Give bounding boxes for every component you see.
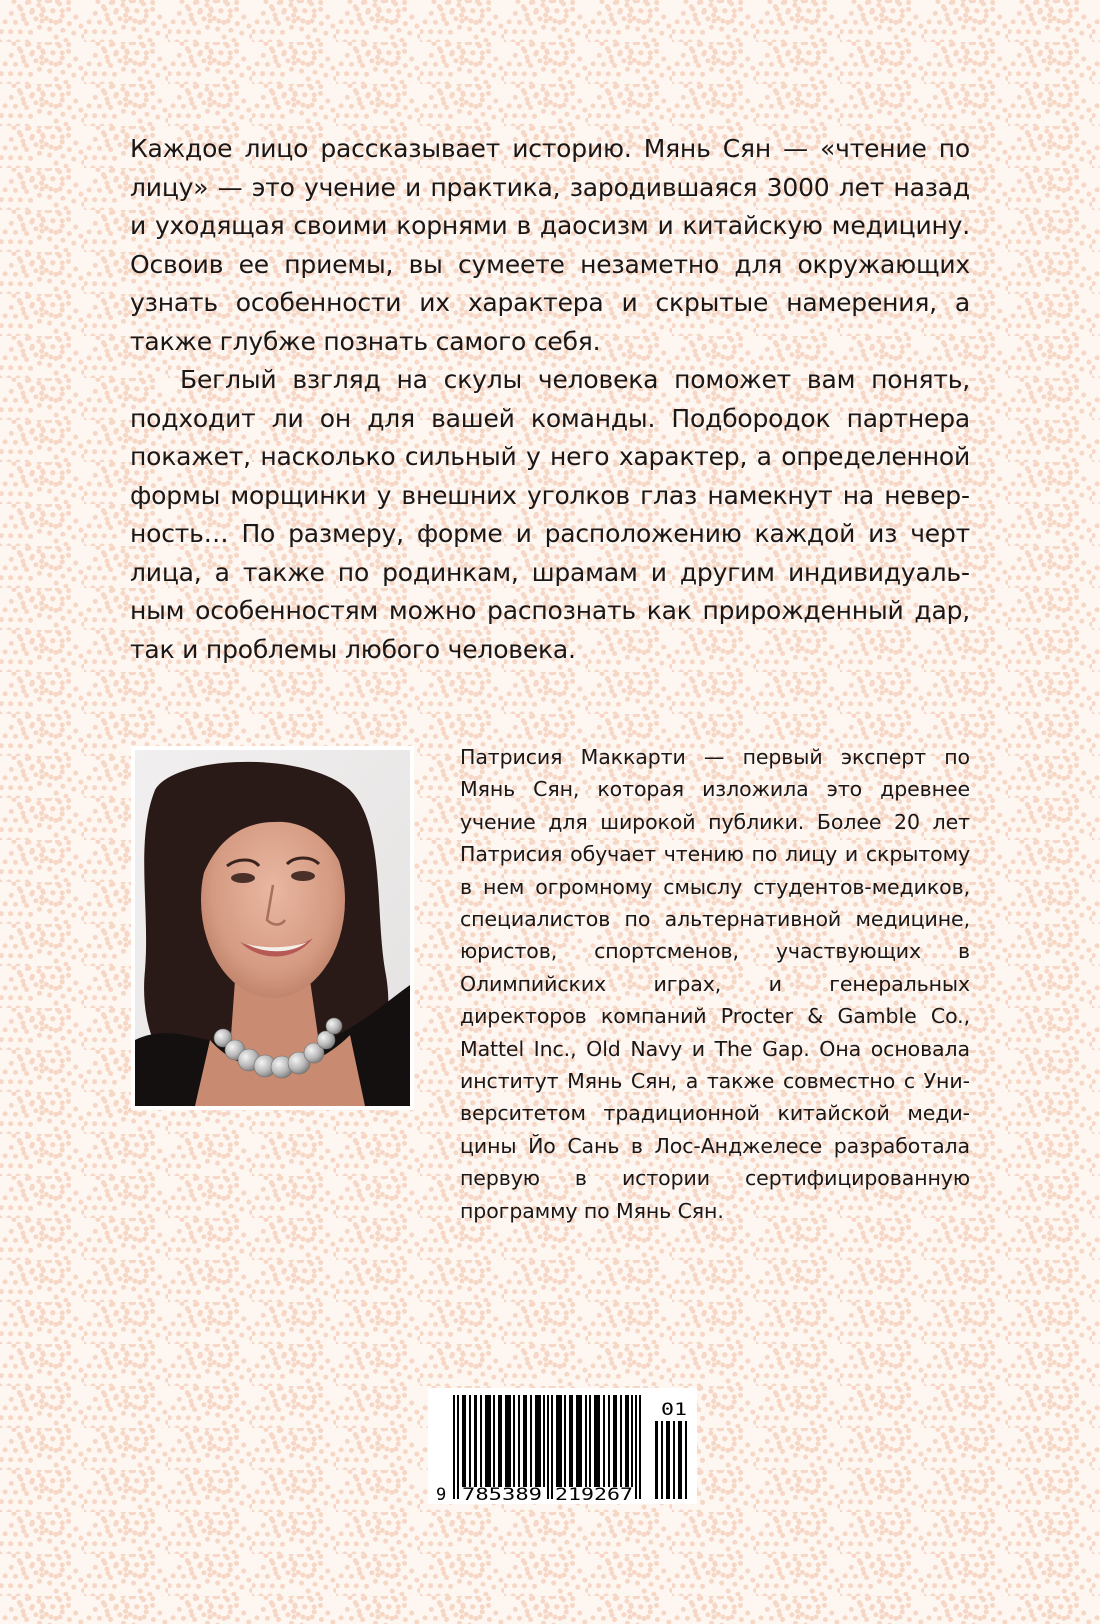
author-photo: [135, 750, 410, 1106]
barcode-left-digits: 785389: [462, 1485, 542, 1504]
author-bio-text: Патрисия Маккарти — первый эксперт по Мянь Сян, которая изложила это древнее учение для широкой публики. Более 20 лет Патрисия обучает чтению по лицу и скрытому в нем огромному смыслу студентов-медиков, специалистов по альтернативной медицине, юристов, спортсменов, участвующих в Олимпийских играх, и генеральных директоров компаний Procter & Gamble Co., Mattel Inc., Old Navy и The Gap. Она основала институт Мянь Сян, а также совместно с Университетом традиционной китайской медицины Йо Сань в Лос-Анджелесе разработала первую в истории сертифицированную программу по Мянь Сян.: [460, 745, 970, 1223]
description-paragraph-2: Беглый взгляд на скулы человека поможет вам понять, подходит ли он для вашей команды. Подбородок партнера покажет, насколько сильный у него характер, а определенной формы морщинки у внешних уголков глаз намекнут на неверность… По размеру, форме и расположению каждой из черт лица, а также по родинкам, шрамам и другим индивидуальным особенностям можно распознать как прирожденный дар, так и проблемы любого человека.: [130, 365, 970, 664]
description-paragraph-1: Каждое лицо рассказывает историю. Мянь Сян — «чтение по лицу» — это учение и практика, зародившаяся 3000 лет назад и уходящая своими корнями в даосизм и китайскую медицину. Освоив ее приемы, вы сумеете незаметно для окружающих узнать особенности их характера и скрытые намерения, а также глубже познать самого себя.: [130, 134, 970, 356]
isbn-barcode: [428, 1388, 697, 1504]
barcode-icon: [428, 1388, 697, 1504]
barcode-first-digit: 9: [436, 1485, 447, 1504]
author-bio: [460, 741, 970, 1227]
author-photo-frame: [131, 746, 414, 1110]
book-description: [130, 130, 970, 669]
barcode-addon-digits: 01: [661, 1400, 687, 1420]
barcode-right-digits: 219267: [555, 1485, 633, 1504]
